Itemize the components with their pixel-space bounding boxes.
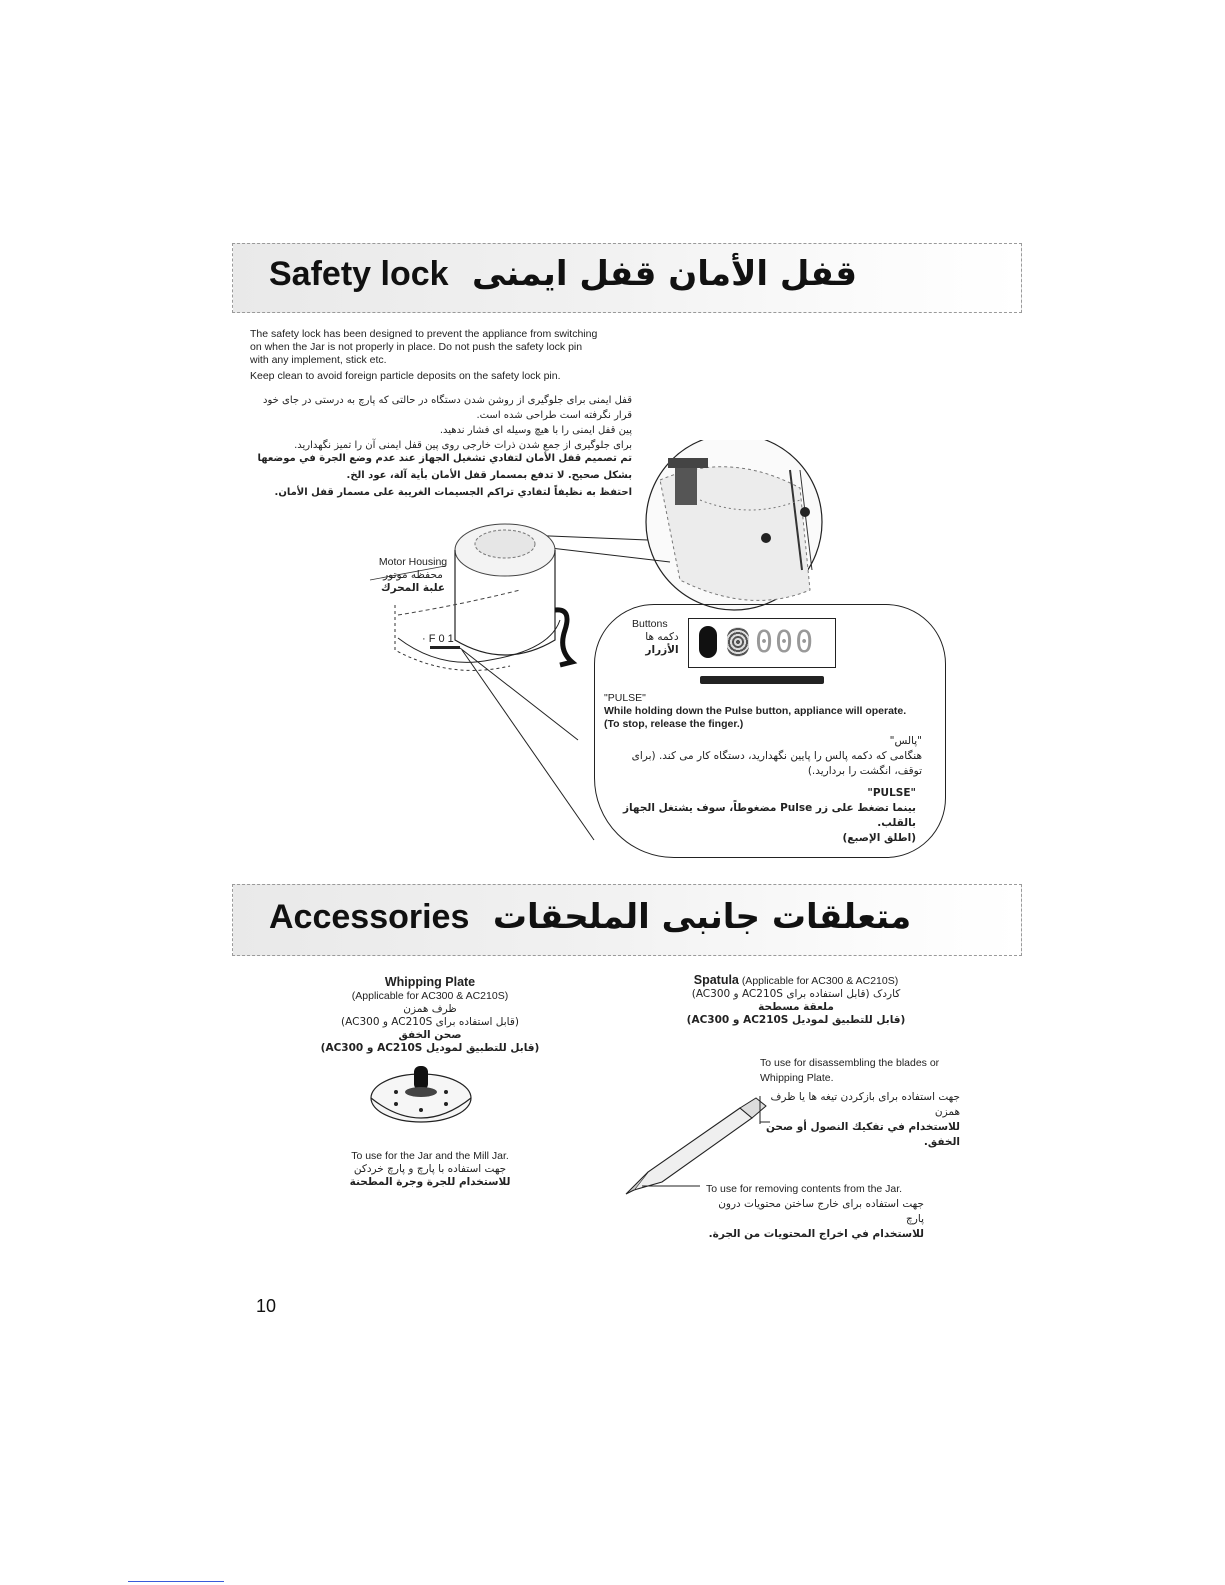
safety-para-ar-line: تم تصميم قفل الأمان لتفادي تشغيل الجهاز عند عدم وضع الجرة في موضعها (257, 453, 632, 464)
whipping-plate-section (320, 974, 540, 1055)
spatula-use-disassemble (760, 1056, 960, 1150)
safety-para-line: on when the Jar is not properly in place. Do not push the safety lock pin (250, 341, 583, 353)
spatula-ar-applicable: (قابل للتطبيق لموديل AC210S و AC300) (686, 1014, 906, 1026)
spatula-use1-fa: جهت استفاده برای بازکردن تیغه ها یا ظرف همزن (770, 1091, 960, 1118)
page-number: 10 (256, 1296, 277, 1316)
safety-lock-title-ar: قفل الأمان قفل ایمنی (471, 254, 857, 294)
motor-housing-label-en: Motor Housing (378, 556, 448, 568)
pulse-fa-line: توقف، انگشت را بردارید.) (807, 765, 922, 777)
safety-lock-banner (232, 243, 1022, 313)
whipping-plate-title: Whipping Plate (384, 975, 476, 989)
spatula-use1-ar2: الخفق. (923, 1136, 960, 1148)
spatula-applicable: (Applicable for AC300 & AC210S) (741, 975, 899, 987)
spatula-use1-en: To use for disassembling the blades or (760, 1057, 940, 1069)
safety-para-line: Keep clean to avoid foreign particle deposits on the safety lock pin. (250, 370, 561, 382)
motor-housing-label-ar: علبة المحرك (380, 582, 446, 594)
pulse-description-ar (604, 786, 916, 846)
spatula-ar-name: ملعقة مسطحة (758, 1001, 834, 1013)
motor-housing-label-fa: محفظه موتور (383, 569, 443, 581)
whipping-plate-ar-applicable: (قابل للتطبيق لموديل AC210S و AC300) (320, 1042, 540, 1054)
pulse-text-line: (To stop, release the finger.) (604, 718, 744, 730)
whipping-plate-applicable: (Applicable for AC300 & AC210S) (351, 990, 509, 1002)
accessories-title-ar: متعلقات جانبی الملحقات (492, 897, 912, 937)
whipping-plate-image (366, 1058, 476, 1134)
whipping-plate-use-en: To use for the Jar and the Mill Jar. (351, 1150, 509, 1162)
safety-para-fa-line: قفل ایمنی برای جلوگیری از روشن شدن دستگاه در حالتی که پارچ به درستی در جای خود قرار نگرفته است طراحی شده است. (263, 395, 632, 421)
whipping-plate-fa-applicable: (قابل استفاده برای AC210S و AC300) (341, 1016, 519, 1028)
display-digits: 000 (755, 625, 816, 660)
whipping-plate-use-ar: للاستخدام للجرة وجرة المطحنة (349, 1176, 511, 1188)
safety-paragraph-en (250, 328, 650, 383)
motor-housing-label (358, 556, 468, 595)
accessories-title-en: Accessories (269, 898, 470, 936)
buttons-label-fa: دکمه ها (645, 631, 679, 643)
safety-lock-heading (269, 254, 857, 294)
pulse-button-icon (699, 626, 717, 658)
speed-slider-bar (700, 676, 824, 684)
safety-para-ar-line: احتفظ به نظيفاً لتفادي تراكم الجسيمات الغريبة على مسمار قفل الأمان. (274, 487, 632, 498)
pulse-fa-title: "پالس" (889, 735, 922, 747)
spatula-use-remove (706, 1182, 924, 1242)
svg-text:· F 0 1: · F 0 1 (422, 633, 454, 645)
accessories-heading (269, 897, 911, 937)
motor-housing (395, 524, 572, 670)
safety-pin-zoom-circle (646, 440, 822, 610)
spatula-use1-en2: Whipping Plate. (760, 1072, 834, 1084)
safety-para-line: with any implement, stick etc. (250, 354, 387, 366)
pulse-text-line: While holding down the Pulse button, appliance will operate. (604, 705, 907, 717)
pulse-ar-line: بينما تضغط على زر Pulse مضغوطاً، سوف يشتغل الجهاز بالقلب. (622, 802, 916, 829)
pulse-ar-title: "PULSE" (867, 787, 916, 799)
buttons-label-en: Buttons (632, 618, 668, 630)
pulse-title: "PULSE" (604, 692, 646, 704)
spatula-use2-en: To use for removing contents from the Jar. (706, 1183, 903, 1195)
buttons-label-ar: الأزرار (645, 644, 679, 656)
whipping-plate-ar-name: صحن الخفق (398, 1029, 462, 1041)
spatula-use2-fa: جهت استفاده برای خارج ساختن محتویات درون پارچ (718, 1198, 924, 1225)
spatula-use2-ar: للاستخدام في اخراج المحتويات من الجرة. (708, 1228, 924, 1240)
spatula-title: Spatula (693, 973, 739, 987)
buttons-label (632, 618, 692, 657)
spatula-section (676, 974, 916, 1027)
safety-para-fa-line: پین قفل ایمنی را با هیچ وسیله ای فشار ندهید. (439, 425, 632, 436)
whipping-plate-use (320, 1150, 540, 1189)
pulse-ar-line: (اطلق الإصبع) (842, 832, 916, 844)
safety-para-line: The safety lock has been designed to prevent the appliance from switching (250, 328, 598, 340)
control-panel-display (688, 618, 836, 668)
whipping-plate-fa-name: ظرف همزن (403, 1003, 457, 1015)
spatula-use1-ar: للاستخدام في تفكيك النصول أو صحن (765, 1121, 960, 1133)
spatula-heading (676, 974, 916, 988)
spatula-fa-name: کاردک (قابل استفاده برای AC210S و AC300) (691, 988, 901, 1000)
safety-para-fa-line: برای جلوگیری از جمع شدن ذرات خارجی روی پین قفل ایمنی آن را تمیز نگهدارید. (294, 440, 632, 451)
whipping-plate-use-fa: جهت استفاده با پارچ و پارچ خردکن (353, 1163, 507, 1175)
bottom-underline (128, 1581, 224, 1582)
safety-para-ar-line: بشكل صحيح. لا تدفع بمسمار قفل الأمان بأية آلة، عود الخ. (346, 470, 632, 481)
safety-lock-title-en: Safety lock (269, 255, 449, 293)
dial-icon (727, 627, 749, 657)
pulse-fa-line: هنگامی که دکمه پالس را پایین نگهدارید، دستگاه کار می کند. (برای (631, 750, 922, 762)
pulse-description-en (604, 692, 924, 731)
pulse-description-fa (620, 734, 922, 779)
accessories-banner (232, 884, 1022, 956)
